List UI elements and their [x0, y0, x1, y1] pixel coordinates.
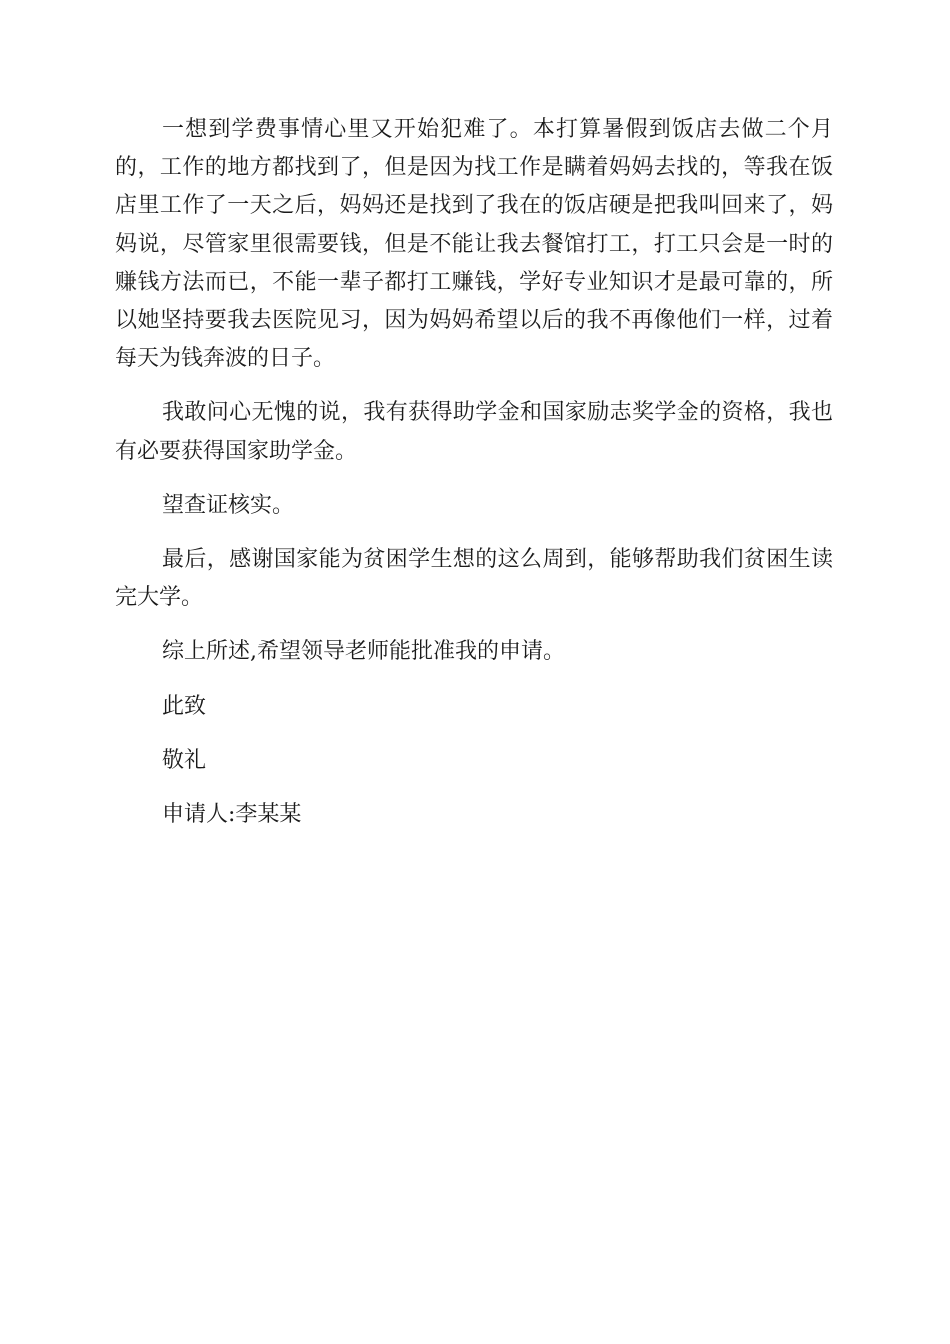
paragraph-thanks: 最后，感谢国家能为贫困学生想的这么周到，能够帮助我们贫困生读完大学。 — [115, 547, 833, 611]
paragraph-verify: 望查证核实。 — [162, 492, 295, 518]
closing-cizhi: 此致 — [162, 693, 207, 719]
paragraph-eligibility: 我敢问心无愧的说，我有获得助学金和国家励志奖学金的资格，我也有必要获得国家助学金。 — [115, 400, 833, 464]
closing-jingli: 敬礼 — [162, 747, 207, 773]
paragraph-tuition-story: 一想到学费事情心里又开始犯难了。本打算暑假到饭店去做二个月的，工作的地方都找到了，但是因为找工作是瞒着妈妈去找的，等我在饭店里工作了一天之后，妈妈还是找到了我在的饭店硬是把我叫回来了，妈妈说，尽管家里很需要钱，但是不能让我去餐馆打工，打工只会是一时的赚钱方法而已，不能一辈子都打工赚钱，学好专业知识才是最可靠的，所以她坚持要我去医院见习，因为妈妈希望以后的我不再像他们一样，过着每天为钱奔波的日子。 — [115, 117, 833, 372]
document-page — [115, 111, 833, 850]
paragraph-conclusion: 综上所述,希望领导老师能批准我的申请。 — [162, 639, 565, 665]
signature-line: 申请人:李某某 — [162, 802, 302, 828]
